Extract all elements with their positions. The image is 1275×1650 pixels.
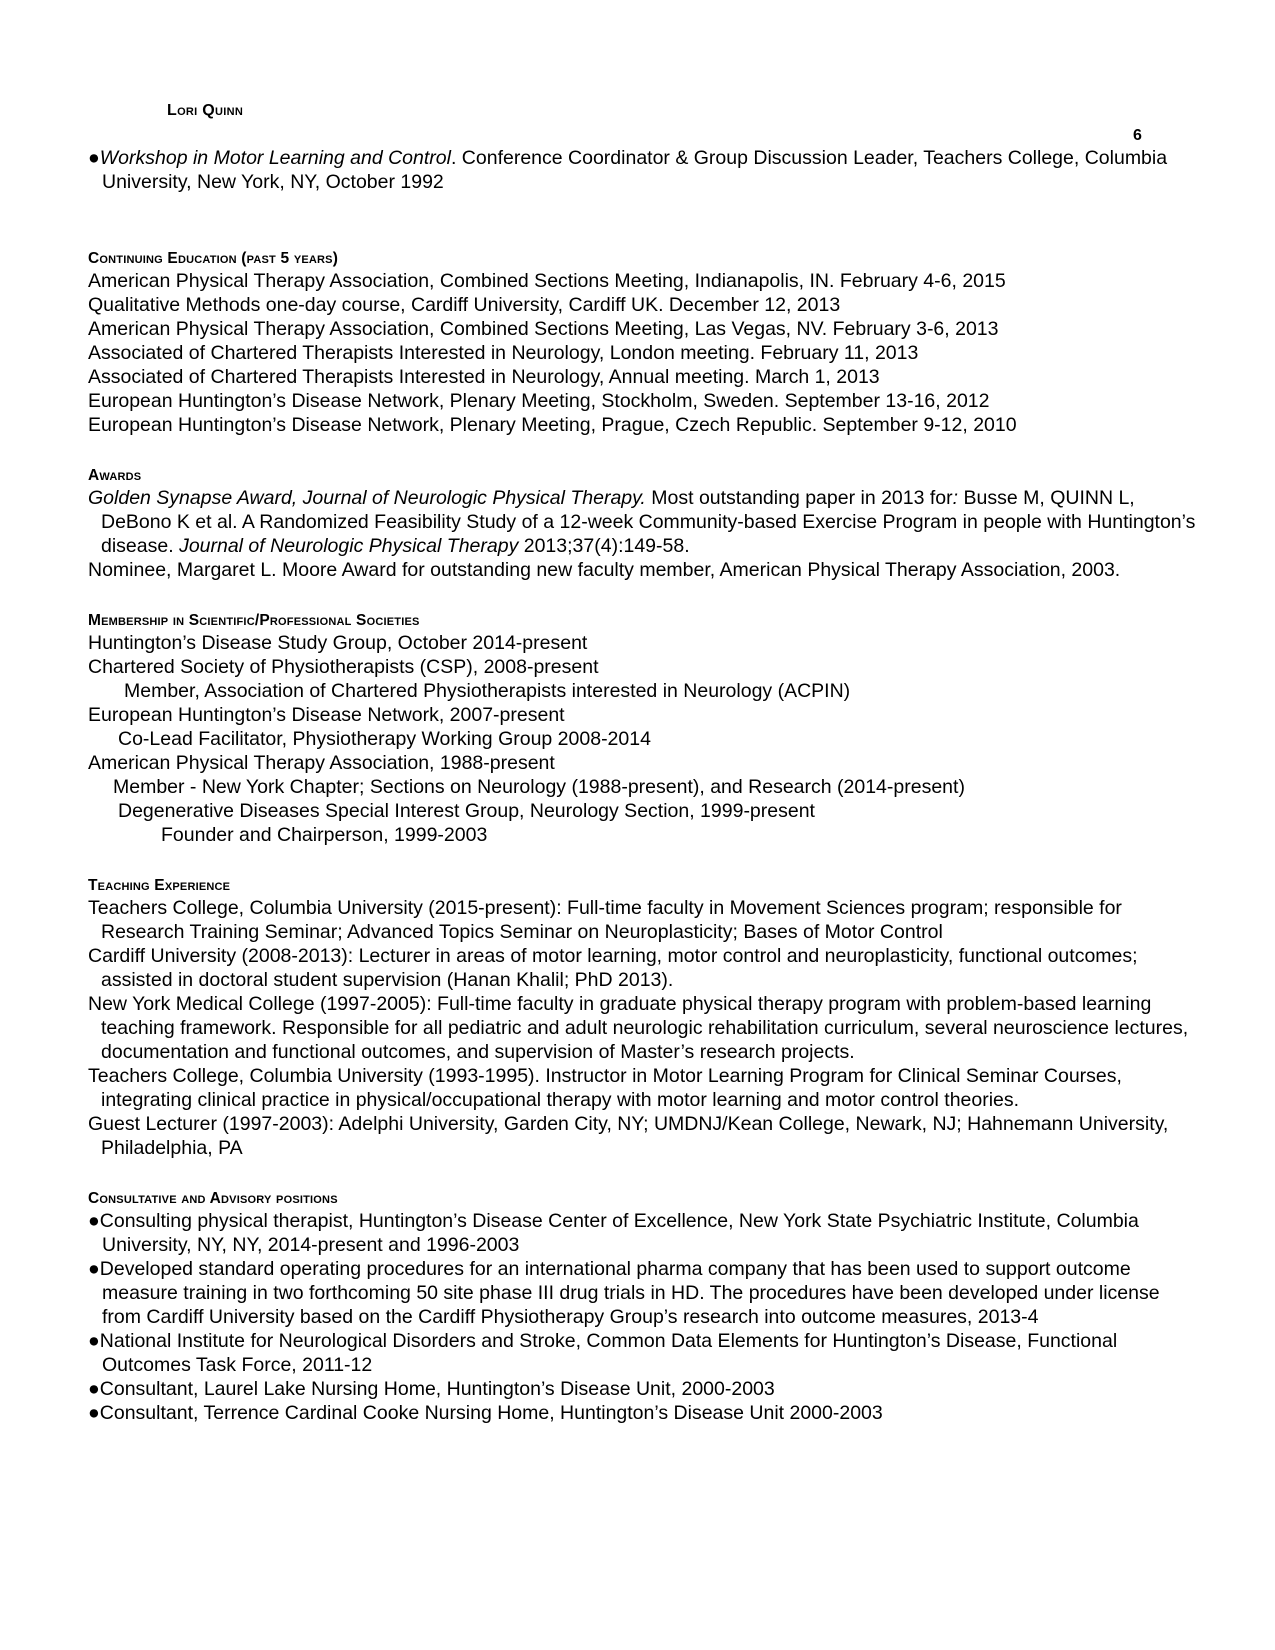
list-item: Huntington’s Disease Study Group, October 2014-present — [88, 632, 588, 654]
list-item: Guest Lecturer (1997-2003): Adelphi University, Garden City, NY; UMDNJ/Kean College, Newark, NJ; Hahnemann University, Philadelphia, PA — [88, 1113, 1169, 1159]
list-item: ●Developed standard operating procedures for an international pharma company that has been used to support outcome measure training in two forthcoming 50 site phase III drug trials in HD. The procedures have been developed under license from Cardiff University based on the Cardiff Physiotherapy Group’s research into outcome measures, 2013-4 — [88, 1258, 1160, 1328]
list-item: New York Medical College (1997-2005): Full-time faculty in graduate physical therapy program with problem-based learning teaching framework. Responsible for all pediatric and adult neurologic rehabilitation curriculum, several neuroscience lectures, documentation and functional outcomes, and supervision of Master’s research projects. — [88, 993, 1189, 1063]
list-item: Associated of Chartered Therapists Interested in Neurology, London meeting. February 11, 2013 — [88, 342, 919, 364]
membership-list — [88, 631, 1200, 847]
award-reference: 2013;37(4):149-58. — [518, 535, 690, 557]
list-item: American Physical Therapy Association, 1988-present — [88, 752, 555, 774]
list-item: ●Consulting physical therapist, Huntington’s Disease Center of Excellence, New York State Psychiatric Institute, Columbia University, NY, NY, 2014-present and 1996-2003 — [88, 1210, 1139, 1256]
list-item: American Physical Therapy Association, Combined Sections Meeting, Las Vegas, NV. February 3-6, 2013 — [88, 318, 999, 340]
list-item: ●Consultant, Terrence Cardinal Cooke Nursing Home, Huntington’s Disease Unit 2000-2003 — [88, 1402, 883, 1424]
list-item: Teachers College, Columbia University (1993-1995). Instructor in Motor Learning Program for Clinical Seminar Courses, integrating clinical practice in physical/occupational therapy with motor learning and motor control theories. — [88, 1065, 1122, 1111]
list-item: Teachers College, Columbia University (2015-present): Full-time faculty in Movement Sciences program; responsible for Research Training Seminar; Advanced Topics Seminar on Neuroplasticity; Bases of Motor Control — [88, 897, 1122, 943]
list-item: Co-Lead Facilitator, Physiotherapy Working Group 2008-2014 — [118, 728, 651, 750]
page-content — [88, 146, 1200, 1425]
teaching-heading: Teaching Experience — [88, 877, 231, 894]
list-item: ●Consultant, Laurel Lake Nursing Home, Huntington’s Disease Unit, 2000-2003 — [88, 1378, 775, 1400]
award-colon: : — [952, 487, 959, 509]
page-number: 6 — [1133, 127, 1142, 144]
teaching-list — [88, 896, 1200, 1160]
golden-synapse-award — [88, 486, 1200, 558]
consultative-list — [88, 1209, 1200, 1425]
bullet-glyph: ● — [88, 147, 100, 169]
award-title: Golden Synapse Award, Journal of Neurologic Physical Therapy. — [88, 487, 646, 509]
moore-award-nominee: Nominee, Margaret L. Moore Award for outstanding new faculty member, American Physical Therapy Association, 2003. — [88, 559, 1121, 581]
workshop-entry — [88, 146, 1200, 194]
award-description: Most outstanding paper in 2013 for — [645, 487, 953, 509]
list-item: European Huntington’s Disease Network, Plenary Meeting, Prague, Czech Republic. September 9-12, 2010 — [88, 414, 1017, 436]
list-item: European Huntington’s Disease Network, 2007-present — [88, 704, 565, 726]
list-item: ●National Institute for Neurological Disorders and Stroke, Common Data Elements for Huntington’s Disease, Functional Outcomes Task Force, 2011-12 — [88, 1330, 1118, 1376]
list-item: Chartered Society of Physiotherapists (CSP), 2008-present — [88, 656, 599, 678]
list-item: European Huntington’s Disease Network, Plenary Meeting, Stockholm, Sweden. September 13-16, 2012 — [88, 390, 990, 412]
membership-heading: Membership in Scientific/Professional Societies — [88, 612, 420, 629]
list-item: Degenerative Diseases Special Interest Group, Neurology Section, 1999-present — [118, 800, 815, 822]
workshop-details: . Conference Coordinator & Group Discussion Leader, Teachers College, Columbia University, New York, NY, October 1992 — [102, 147, 1168, 193]
list-item: Member - New York Chapter; Sections on Neurology (1988-present), and Research (2014-present) — [113, 776, 965, 798]
list-item: Associated of Chartered Therapists Interested in Neurology, Annual meeting. March 1, 2013 — [88, 366, 880, 388]
list-item: American Physical Therapy Association, Combined Sections Meeting, Indianapolis, IN. February 4-6, 2015 — [88, 270, 1006, 292]
running-header-name: Lori Quinn — [167, 102, 244, 119]
continuing-education-heading: Continuing Education (past 5 years) — [88, 250, 339, 267]
consultative-heading: Consultative and Advisory positions — [88, 1190, 338, 1207]
award-citation: Busse M, QUINN L, DeBono K et al. A Randomized Feasibility Study of a 12-week Community-based Exercise Program in people with Huntington’s disease. — [101, 487, 1196, 557]
workshop-title: Workshop in Motor Learning and Control — [99, 147, 451, 169]
award-journal: Journal of Neurologic Physical Therapy — [179, 535, 519, 557]
list-item: Founder and Chairperson, 1999-2003 — [161, 824, 488, 846]
list-item: Member, Association of Chartered Physiotherapists interested in Neurology (ACPIN) — [124, 680, 851, 702]
awards-heading: Awards — [88, 467, 142, 484]
continuing-education-list — [88, 269, 1200, 437]
list-item: Qualitative Methods one-day course, Cardiff University, Cardiff UK. December 12, 2013 — [88, 294, 841, 316]
list-item: Cardiff University (2008-2013): Lecturer in areas of motor learning, motor control and neuroplasticity, functional outcomes; assisted in doctoral student supervision (Hanan Khalil; PhD 2013). — [88, 945, 1138, 991]
